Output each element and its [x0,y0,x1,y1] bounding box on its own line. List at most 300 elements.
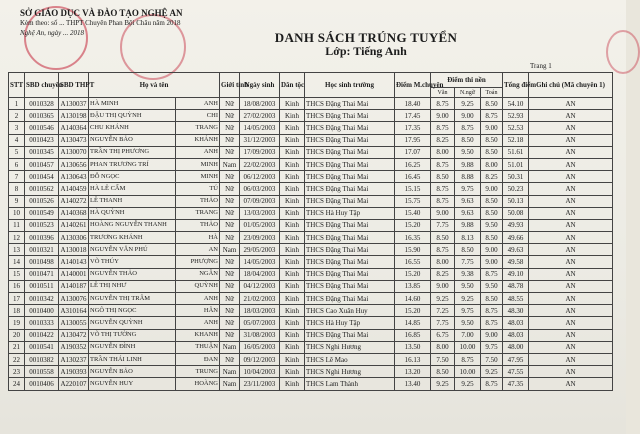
row-sbd-chuyen: 0010382 [25,353,59,365]
row-note: AN [529,122,613,134]
col-ngoai-ngu: N.ngữ [455,88,481,98]
row-stt: 4 [9,134,25,146]
row-score-toan: 8.75 [481,305,503,317]
row-score-special: 14.85 [395,317,431,329]
row-school: THCS Đặng Thai Mai [305,280,395,292]
row-score-ngoai-ngu: 8.75 [455,122,481,134]
row-gender: Nữ [220,329,240,341]
row-note: AN [529,207,613,219]
row-school: THCS Đặng Thai Mai [305,232,395,244]
table-row [9,219,613,231]
row-score-van: 8.50 [431,171,455,183]
row-stt: 12 [9,232,25,244]
col-note: Ghi chú (Mã chuyên 1) [529,73,613,98]
row-score-van: 8.75 [431,183,455,195]
row-note: AN [529,171,613,183]
row-family-name: NGUYỄN QUỲNH [89,317,176,329]
row-given-name: ANH [176,317,220,329]
row-school: THCS Đặng Thai Mai [305,98,395,110]
row-dob: 04/12/2003 [240,280,280,292]
row-family-name: NGÔ THỊ NGỌC [89,305,176,317]
row-given-name: CHI [176,110,220,122]
page-number: Trang 1 [530,62,552,70]
row-given-name: TRUNG [176,366,220,378]
row-dob: 23/11/2003 [240,378,280,390]
row-stt: 5 [9,146,25,158]
table-row [9,317,613,329]
row-family-name: NGUYỄN THỊ TRÂM [89,293,176,305]
table-row [9,353,613,365]
col-score-special: Điểm M.chuyên [395,73,431,98]
row-total: 48.78 [503,280,529,292]
table-row [9,280,613,292]
row-score-special: 16.85 [395,329,431,341]
row-ethnicity: Kinh [280,232,305,244]
document-title: DANH SÁCH TRÚNG TUYỂN [274,30,458,45]
row-gender: Nữ [220,98,240,110]
row-score-ngoai-ngu: 9.00 [455,110,481,122]
row-school: THCS Hà Huy Tập [305,317,395,329]
row-score-ngoai-ngu: 9.38 [455,268,481,280]
row-family-name: NGUYỄN ĐÌNH [89,341,176,353]
row-family-name: LÊ THỊ NHƯ [89,280,176,292]
row-sbd-thpt: A130037 [59,98,89,110]
row-score-ngoai-ngu: 8.88 [455,171,481,183]
row-total: 51.61 [503,146,529,158]
row-sbd-thpt: A140368 [59,207,89,219]
row-stt: 21 [9,341,25,353]
row-school: THCS Cao Xuân Huy [305,305,395,317]
row-gender: Nữ [220,268,240,280]
row-gender: Nữ [220,353,240,365]
row-stt: 2 [9,110,25,122]
row-score-toan: 8.75 [481,378,503,390]
row-score-special: 13.85 [395,280,431,292]
row-note: AN [529,183,613,195]
admission-table [8,72,613,391]
row-note: AN [529,134,613,146]
row-sbd-thpt: A140187 [59,280,89,292]
row-sbd-chuyen: 0010454 [25,171,59,183]
row-score-special: 13.40 [395,378,431,390]
row-given-name: AN [176,244,220,256]
row-school: THCS Đặng Thai Mai [305,110,395,122]
row-ethnicity: Kinh [280,122,305,134]
row-ethnicity: Kinh [280,183,305,195]
row-stt: 17 [9,293,25,305]
row-ethnicity: Kinh [280,244,305,256]
row-given-name: THẢO [176,219,220,231]
row-dob: 31/08/2003 [240,329,280,341]
row-sbd-chuyen: 0010523 [25,219,59,231]
row-score-ngoai-ngu: 9.50 [455,146,481,158]
row-note: AN [529,305,613,317]
row-score-van: 7.75 [431,317,455,329]
row-total: 49.58 [503,256,529,268]
row-given-name: THẢO [176,195,220,207]
row-note: AN [529,366,613,378]
row-school: THCS Đặng Thai Mai [305,244,395,256]
row-total: 47.35 [503,378,529,390]
row-score-special: 15.75 [395,195,431,207]
row-school: THCS Đặng Thai Mai [305,293,395,305]
row-dob: 07/09/2003 [240,195,280,207]
row-score-van: 8.75 [431,244,455,256]
row-sbd-chuyen: 0010541 [25,341,59,353]
row-family-name: HOÀNG NGUYỄN THANH [89,219,176,231]
row-total: 50.08 [503,207,529,219]
row-given-name: HÂN [176,305,220,317]
red-seal-stamp-edge [606,30,640,74]
row-score-toan: 9.00 [481,256,503,268]
table-row [9,146,613,158]
row-dob: 01/05/2003 [240,219,280,231]
row-ethnicity: Kinh [280,146,305,158]
row-sbd-chuyen: 0010457 [25,158,59,170]
table-row [9,341,613,353]
row-school: THCS Đặng Thai Mai [305,134,395,146]
row-sbd-thpt: A130237 [59,353,89,365]
row-stt: 20 [9,329,25,341]
row-family-name: ĐẬU THỊ QUỲNH [89,110,176,122]
row-score-toan: 9.00 [481,329,503,341]
row-sbd-thpt: A140261 [59,219,89,231]
row-school: THCS Hà Huy Tập [305,207,395,219]
row-score-special: 17.45 [395,110,431,122]
row-sbd-chuyen: 0010549 [25,207,59,219]
row-score-ngoai-ngu: 10.00 [455,341,481,353]
row-dob: 22/02/2003 [240,158,280,170]
row-note: AN [529,195,613,207]
row-score-special: 15.40 [395,207,431,219]
row-given-name: MINH [176,158,220,170]
row-given-name: ANH [176,98,220,110]
row-dob: 29/05/2003 [240,244,280,256]
decision-line: Kèm theo: số ... THPT Chuyên Phan Bội Châu năm 2018 [20,19,181,27]
row-score-special: 15.20 [395,219,431,231]
col-dob: Ngày sinh [240,73,280,98]
row-note: AN [529,353,613,365]
row-sbd-chuyen: 0010423 [25,134,59,146]
row-sbd-thpt: A140459 [59,183,89,195]
row-sbd-chuyen: 0010365 [25,110,59,122]
row-family-name: HÀ QUỲNH [89,207,176,219]
col-gender: Giới tính [220,73,240,98]
col-name: Họ và tên [89,73,220,98]
row-given-name: HOÀNG [176,378,220,390]
row-note: AN [529,98,613,110]
row-gender: Nữ [220,317,240,329]
row-stt: 14 [9,256,25,268]
row-score-special: 18.40 [395,98,431,110]
row-gender: Nữ [220,219,240,231]
row-score-toan: 9.00 [481,244,503,256]
row-sbd-chuyen: 0010498 [25,256,59,268]
row-ethnicity: Kinh [280,329,305,341]
row-ethnicity: Kinh [280,366,305,378]
row-note: AN [529,158,613,170]
row-score-special: 16.25 [395,158,431,170]
row-given-name: QUỲNH [176,280,220,292]
row-sbd-thpt: A190393 [59,366,89,378]
row-score-special: 14.60 [395,293,431,305]
row-score-toan: 7.50 [481,353,503,365]
row-ethnicity: Kinh [280,353,305,365]
row-gender: Nữ [220,280,240,292]
row-sbd-chuyen: 0010562 [25,183,59,195]
row-score-van: 8.25 [431,134,455,146]
row-sbd-thpt: A140272 [59,195,89,207]
row-sbd-thpt: A140001 [59,268,89,280]
row-family-name: NGUYỄN THẢO [89,268,176,280]
row-stt: 1 [9,98,25,110]
row-total: 54.10 [503,98,529,110]
row-sbd-thpt: A190352 [59,341,89,353]
row-score-van: 9.00 [431,280,455,292]
row-given-name: KHÁNH [176,134,220,146]
row-note: AN [529,317,613,329]
row-score-toan: 8.75 [481,268,503,280]
row-score-special: 15.20 [395,305,431,317]
row-gender: Nữ [220,207,240,219]
row-score-toan: 9.00 [481,183,503,195]
row-note: AN [529,280,613,292]
row-stt: 8 [9,183,25,195]
row-stt: 11 [9,219,25,231]
row-score-van: 8.00 [431,256,455,268]
col-ethnicity: Dân tộc [280,73,305,98]
row-sbd-chuyen: 0010321 [25,244,59,256]
row-score-van: 6.75 [431,329,455,341]
row-sbd-thpt: A130643 [59,171,89,183]
row-sbd-thpt: A130472 [59,329,89,341]
row-total: 52.53 [503,122,529,134]
table-row [9,98,613,110]
table-row [9,268,613,280]
row-sbd-thpt: A140143 [59,256,89,268]
row-ethnicity: Kinh [280,195,305,207]
row-note: AN [529,293,613,305]
row-score-ngoai-ngu: 9.25 [455,98,481,110]
table-row [9,183,613,195]
row-ethnicity: Kinh [280,305,305,317]
row-gender: Nữ [220,293,240,305]
row-stt: 7 [9,171,25,183]
row-gender: Nam [220,244,240,256]
row-score-special: 15.90 [395,244,431,256]
row-sbd-chuyen: 0010406 [25,378,59,390]
row-ethnicity: Kinh [280,98,305,110]
col-van: Văn [431,88,455,98]
row-total: 47.95 [503,353,529,365]
row-score-ngoai-ngu: 9.88 [455,158,481,170]
row-school: THCS Đặng Thai Mai [305,329,395,341]
row-school: THCS Đặng Thai Mai [305,171,395,183]
row-sbd-chuyen: 0010422 [25,329,59,341]
row-stt: 23 [9,366,25,378]
row-score-special: 16.35 [395,232,431,244]
row-score-toan: 9.75 [481,341,503,353]
row-note: AN [529,256,613,268]
row-dob: 17/09/2003 [240,146,280,158]
row-note: AN [529,219,613,231]
row-family-name: HÀ MINH [89,98,176,110]
row-score-toan: 9.50 [481,219,503,231]
row-score-van: 8.75 [431,98,455,110]
row-sbd-thpt: A130076 [59,293,89,305]
row-sbd-chuyen: 0010558 [25,366,59,378]
row-score-van: 7.75 [431,219,455,231]
table-row [9,256,613,268]
row-score-special: 16.13 [395,353,431,365]
row-ethnicity: Kinh [280,110,305,122]
row-score-toan: 8.50 [481,134,503,146]
row-total: 48.30 [503,305,529,317]
row-stt: 19 [9,317,25,329]
row-total: 52.18 [503,134,529,146]
row-family-name: TRƯƠNG KHÁNH [89,232,176,244]
row-sbd-chuyen: 0010396 [25,232,59,244]
col-stt: STT [9,73,25,98]
row-stt: 24 [9,378,25,390]
row-score-van: 8.75 [431,195,455,207]
row-score-van: 9.25 [431,378,455,390]
row-score-ngoai-ngu: 9.63 [455,195,481,207]
col-toan: Toán [481,88,503,98]
row-sbd-thpt: A220107 [59,378,89,390]
row-sbd-chuyen: 0010546 [25,122,59,134]
row-score-ngoai-ngu: 8.13 [455,232,481,244]
row-gender: Nam [220,158,240,170]
row-dob: 13/03/2003 [240,207,280,219]
row-score-ngoai-ngu: 7.00 [455,329,481,341]
row-family-name: VÕ THỊ TƯỜNG [89,329,176,341]
row-gender: Nam [220,378,240,390]
row-stt: 9 [9,195,25,207]
row-sbd-chuyen: 0010328 [25,98,59,110]
row-gender: Nữ [220,134,240,146]
row-ethnicity: Kinh [280,293,305,305]
row-total: 50.23 [503,183,529,195]
row-stt: 16 [9,280,25,292]
row-note: AN [529,268,613,280]
row-gender: Nữ [220,171,240,183]
row-stt: 3 [9,122,25,134]
table-row [9,329,613,341]
row-score-special: 15.20 [395,268,431,280]
row-sbd-chuyen: 0010471 [25,268,59,280]
row-stt: 22 [9,353,25,365]
row-score-van: 8.75 [431,158,455,170]
row-dob: 31/12/2003 [240,134,280,146]
table-row [9,305,613,317]
row-score-ngoai-ngu: 10.00 [455,366,481,378]
row-score-special: 15.15 [395,183,431,195]
table-row [9,378,613,390]
row-school: THCS Nghi Hương [305,366,395,378]
row-ethnicity: Kinh [280,378,305,390]
row-family-name: TRẦN THÁI LINH [89,353,176,365]
row-gender: Nam [220,366,240,378]
row-dob: 06/12/2003 [240,171,280,183]
row-score-ngoai-ngu: 9.25 [455,378,481,390]
row-stt: 10 [9,207,25,219]
row-score-toan: 8.25 [481,171,503,183]
row-dob: 23/09/2003 [240,232,280,244]
row-family-name: NGUYỄN HUY [89,378,176,390]
row-score-van: 7.50 [431,353,455,365]
table-row [9,293,613,305]
row-family-name: PHAN TRƯƠNG TRÍ [89,158,176,170]
row-score-toan: 8.50 [481,293,503,305]
row-score-ngoai-ngu: 9.25 [455,293,481,305]
row-gender: Nữ [220,146,240,158]
row-total: 49.66 [503,232,529,244]
row-given-name: PHƯỢNG [176,256,220,268]
row-score-van: 8.75 [431,122,455,134]
row-total: 50.31 [503,171,529,183]
row-sbd-thpt: A130473 [59,134,89,146]
date-line: Nghệ An, ngày ... 2018 [20,29,85,37]
row-note: AN [529,244,613,256]
row-score-van: 9.00 [431,110,455,122]
row-given-name: TRANG [176,122,220,134]
row-school: THCS Đặng Thai Mai [305,195,395,207]
row-score-special: 17.07 [395,146,431,158]
row-score-toan: 9.25 [481,366,503,378]
row-score-ngoai-ngu: 9.75 [455,305,481,317]
row-family-name: VÕ THÚY [89,256,176,268]
row-dob: 06/03/2003 [240,183,280,195]
row-score-van: 8.50 [431,232,455,244]
row-total: 47.55 [503,366,529,378]
table-row [9,110,613,122]
row-note: AN [529,232,613,244]
row-score-special: 17.35 [395,122,431,134]
row-score-van: 9.25 [431,293,455,305]
table-row [9,195,613,207]
row-score-ngoai-ngu: 9.75 [455,183,481,195]
row-school: THCS Đặng Thai Mai [305,268,395,280]
row-given-name: ĐAN [176,353,220,365]
row-stt: 15 [9,268,25,280]
row-gender: Nữ [220,256,240,268]
row-ethnicity: Kinh [280,134,305,146]
row-note: AN [529,341,613,353]
row-sbd-thpt: A130018 [59,244,89,256]
table-row [9,158,613,170]
col-sbd-thpt: SBD THPT [59,73,89,98]
row-score-ngoai-ngu: 7.75 [455,256,481,268]
row-score-ngoai-ngu: 9.50 [455,280,481,292]
row-sbd-thpt: A310164 [59,305,89,317]
row-total: 48.55 [503,293,529,305]
col-school: Học sinh trường [305,73,395,98]
row-family-name: NGUYỄN BẢO [89,366,176,378]
row-ethnicity: Kinh [280,171,305,183]
row-gender: Nữ [220,110,240,122]
row-school: THCS Đặng Thai Mai [305,122,395,134]
row-sbd-thpt: A130306 [59,232,89,244]
row-ethnicity: Kinh [280,207,305,219]
row-school: THCS Nghi Hương [305,341,395,353]
col-group-scores: Điểm thi nền [431,73,503,88]
row-score-ngoai-ngu: 9.50 [455,317,481,329]
row-gender: Nữ [220,232,240,244]
row-gender: Nữ [220,122,240,134]
row-gender: Nữ [220,183,240,195]
row-total: 52.93 [503,110,529,122]
